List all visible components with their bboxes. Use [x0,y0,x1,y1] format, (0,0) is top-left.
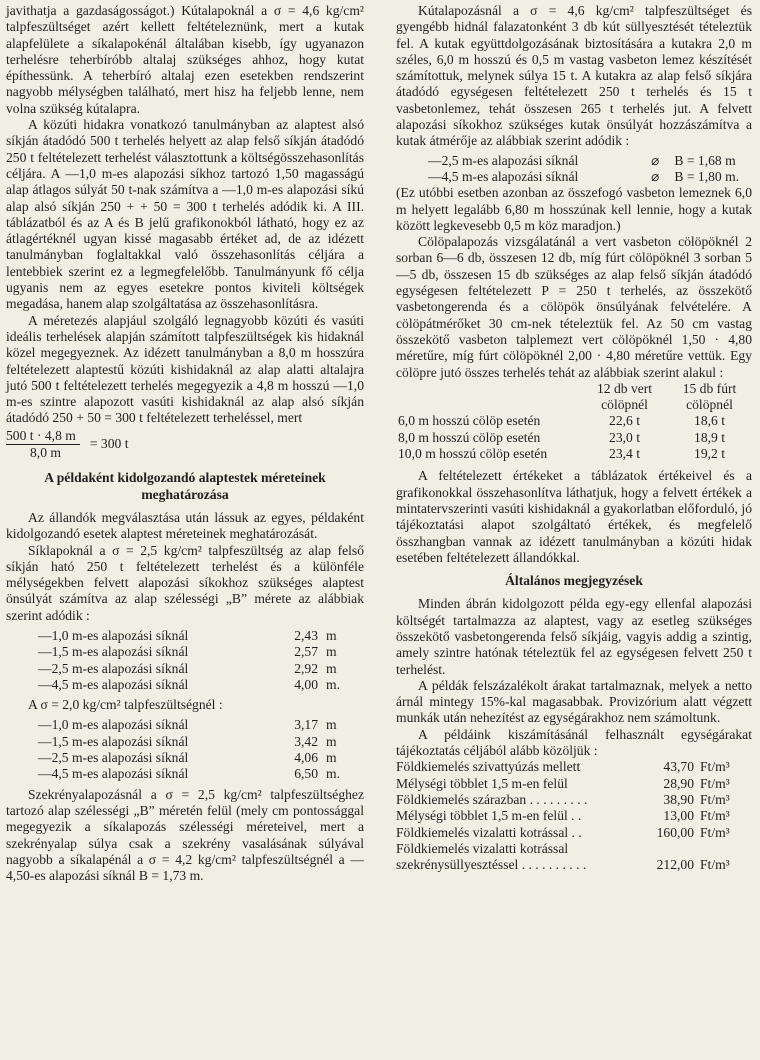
paragraph: Síklapoknál a σ = 2,5 kg/cm² talpfeszültség az alap felső síkján ható 250 t feltételezett terhelést és a különféle mélységekben felvett alapozási síkokhoz szükséges alaptest önsúlyát számítva az alap szélességi „B” mérete az alábbiak szerint adódik : [6,542,364,623]
dimension-row: —4,5 m-es alapozási síknál 4,00 m. [38,676,340,692]
width-row: —2,5 m-es alapozási síknál ⌀ B = 1,68 m [428,152,736,168]
table-row: 8,0 m hosszú cölöp esetén 23,0 t 18,9 t [398,429,725,445]
fraction-denominator: 8,0 m [30,445,61,461]
paragraph: Minden ábrán kidolgozott példa egy-egy ellenfal alapozási költségét tartalmazza az alaptest, vagy az esetleg szükséges összekötő vasbetongerenda felső síkjáig, vagyis addig a szintig, amely szintre hatónak tételeztük fel az egységesen felvett 250 t terhelést. [396,596,752,677]
fraction-equation [6,428,364,462]
table-row: Mélységi többlet 1,5 m-en felül . . 13,00 Ft/m³ [396,808,730,824]
paragraph: A közúti hidakra vonatkozó tanulmányban az alaptest alsó síkján átadódó 500 t terhelés helyett az alap felső síkján átadódó 250 t feltételezett terhelést választottunk a költségösszehasonlítás céljára. A —1,0 m-es alapozási síkhoz tartozó 1,50 magasságú alap átlagos súlyát 50 t-nak számítva a —1,0 m-es alapozási síkú alap alsó síkján 250 + + 50 = 300 t terhelés adódik ki. A III. táblázatból és az A és B jelű grafikonokból látható, hogy ez az átlagértéknél ugyan kissé magasabb értéket ad, de az idézett tanulmányban foglaltakkal való összehasonlítás céljára a lentebbiek szerint ez a legmegfelelőbb. Tanulmányunk fő célja ugyanis nem az egyes esetekre pontos kiviteli költségek megadása, hanem alap szolgáltatása az összehasonlításra. [6,117,364,312]
paragraph: (Ez utóbbi esetben azonban az összefogó vasbeton lemeznek 6,0 m helyett legalább 6,80 m hosszúnak kell lennie, hogy a kutak között legkevesebb 0,5 m köz maradjon.) [396,185,752,233]
column-header: 15 db fúrt cölöpnél [682,380,737,413]
diameter-symbol: ⌀ [651,152,660,168]
paragraph: A méretezés alapjául szolgáló legnagyobb közúti és vasúti ideális terhelések alapján számított talpfeszültségek kis hidaknál közel megegyeznek. Az idézett tanulmányban a 8,0 m hosszúra feltételezett alaptestű közúti kishidaknál az alap alatti altalajra jutó 500 t feltételezett terhelés megegyezik a 4,8 m hosszú —1,0 m-es szintre alapozott vasúti kishidaknál az alap alsó síkján átadódó 250 + 50 = 300 t feltételezett terheléssel, mert [6,312,364,426]
table-row: Földkiemelés szivattyúzás mellett 43,70 Ft/m³ [396,759,730,775]
paragraph: Kútalapozásnál a σ = 4,6 kg/cm² talpfeszültséget és gyengébb hidnál falazatonként 3 db kút süllyesztését tételeztük fel. A kutak együttdolgozásának biztosítására a kutakra 2,0 m széles, 6,0 m hosszú és 0,5 m vastag vasbeton lemez készítését számítottuk, melynek súlya 15 t. A kutakra az alap felső síkjára átadódó egységesen feltételezett 250 t terhelés és 15 t vasbetonlemez, tehát összesen 265 t terhelés jut. A felvett alapozási síkokhoz szükséges kutak önsúlyát hozzászámítva a kutak átmérője az alábbiak szerint adódik : [396,3,752,149]
dimension-row: —1,0 m-es alapozási síknál 2,43 m [38,627,337,643]
pile-load-table [398,381,752,462]
table-row: Földkiemelés szárazban . . . . . . . . . 38,90 Ft/m³ [396,791,730,807]
dimension-row: —2,5 m-es alapozási síknál 2,92 m [38,660,337,676]
paragraph: Szekrényalapozásnál a σ = 2,5 kg/cm² talpfeszültséghez tartozó alap szélességi „B” méretén felül (mely cm pontossággal megegyezik a síkalapozás szélességi méreteivel, mert a szekrényalap súlya csak a szekrény vasalásának súlyával nagyobb a síkalapénál a σ = 4,2 kg/cm² talpfeszültségnél a —4,50-es alapozási síknál B = 1,73 m. [6,786,364,884]
unit-price-table [396,759,750,873]
table-header-row [398,381,752,414]
table-row: 6,0 m hosszú cölöp esetén 22,6 t 18,6 t [398,413,725,429]
section-heading: Általános megjegyzések [505,573,643,589]
table-row: Mélységi többlet 1,5 m-en felül 28,90 Ft/m³ [396,775,730,791]
paragraph: Cölöpalapozás vizsgálatánál a vert vasbeton cölöpöknél 2 sorban 6—6 db, összesen 12 db, míg fúrt cölöpöknél 3 sorban 5—5 db, összesen 15 db szükséges az alap felső síkján átadódó egységesen feltételezett P = 250 t terhelés, az összekötő vasbetongerenda és a cölöpök önsúlyának felvételére. A cölöpátmérőket 30 cm-nek tételeztük fel. Az 50 cm vastag összekötő vasbeton talplemezt vert cölöpöknél 1,50 · 4,80 méretűre, míg fúrt cölöpöknél 2,00 · 4,80 méretűre vettük. Egy cölöpre jutó összes terhelés tehát az alábbiak szerint alakul : [396,234,752,380]
paragraph: A σ = 2,0 kg/cm² talpfeszültségnél : [28,697,223,713]
section-heading: A példaként kidolgozandó alaptestek méreteinek meghatározása [44,470,326,502]
table-row: Földkiemelés vizalatti kotrással szekrénysüllyesztéssel . . . . . . . . . . 212,00 Ft/m³ [396,840,730,873]
dimension-row: —2,5 m-es alapozási síknál 4,06 m [38,750,337,766]
dimension-row: —1,0 m-es alapozási síknál 3,17 m [38,717,337,733]
dimension-list-2 [6,717,364,782]
paragraph: javithatja a gazdaságosságot.) Kútalapoknál a σ = 4,6 kg/cm² talpfeszültséget azért kellett feltételeznünk, mert a kutak alapfelülete a síkalapokénál általában kisebb, így ugyanazon terhelésre teherbíróbb altalaj szükséges ahhoz, hogy kutat építhessünk. A teherbíró altalaj ezen esetekben rendszerint nagyobb mélységben található, mert hisz ha feljebb lenne, nem volna szükség kútalapra. [6,3,364,116]
right-column [396,3,752,873]
fraction-numerator: 500 t · 4,8 m [6,428,80,445]
dimension-list-1 [6,628,364,693]
fraction-result: = 300 t [89,436,129,452]
left-column [6,3,364,884]
paragraph: A feltételezett értékeket a táblázatok értékeivel és a grafikonokkal összehasonlítva láthatjuk, hogy a felvett értékek a mintatervszerinti vasúti kishidaknál a gyakorlatban előforduló, jó tájékoztatási alapot szolgáltató értékek, és megfelelő összhangban vannak az idézett tanulmányban a közúti hidak esetében feltételezett állandókkal. [396,468,752,565]
width-list [396,153,752,186]
paragraph: Az állandók megválasztása után lássuk az egyes, példaként kidolgozandó esetek alaptest méreteinek meghatározását. [6,509,364,542]
dimension-row: —1,5 m-es alapozási síknál 3,42 m [38,733,337,749]
paragraph: A példáink kiszámításánál felhasznált egységárakat tájékoztatás céljából alább közöljük : [396,726,752,759]
table-row: 10,0 m hosszú cölöp esetén 23,4 t 19,2 t [398,446,725,462]
table-row: Földkiemelés vizalatti kotrással . . 160,00 Ft/m³ [396,824,730,840]
dimension-row: —1,5 m-es alapozási síknál 2,57 m [38,644,337,660]
diameter-symbol: ⌀ [651,168,660,184]
width-row: —4,5 m-es alapozási síknál ⌀ B = 1,80 m. [428,168,740,184]
column-header: 12 db vert cölöpnél [596,380,653,413]
dimension-row: —4,5 m-es alapozási síknál 6,50 m. [38,766,340,782]
paragraph: A példák felszázalékolt árakat tartalmaznak, melyek a netto árnál mintegy 15%-kal magasabbak. Provizórium alatt végzett munkák után nehezítést az egységárakhoz nem számoltunk. [396,677,752,726]
